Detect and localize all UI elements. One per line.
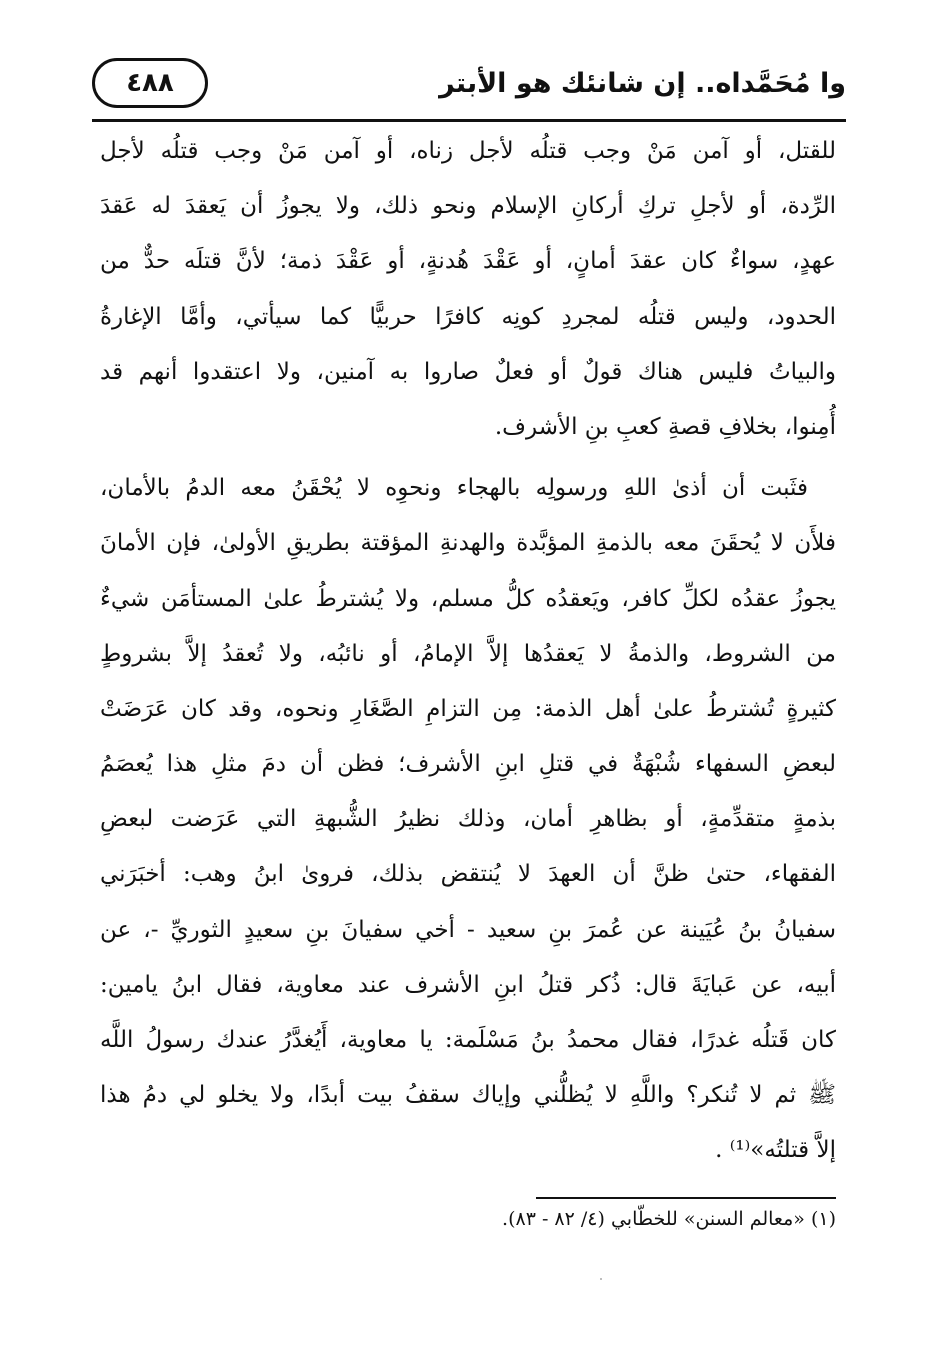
text-line: أبيه، عن عَبايَةَ قال: ذُكر قتلُ ابنِ الأشرف عند معاوية، فقال ابنُ يامين: — [100, 971, 836, 998]
page-number-badge: ٤٨٨ — [92, 58, 208, 108]
footnote-divider — [536, 1197, 836, 1199]
text-line: أُمِنوا، بخلافِ قصةِ كعبِ بنِ الأشرف. — [494, 413, 836, 440]
text-line: يجوزُ عقدُه لكلِّ كافر، ويَعقدُه كلُّ مسلم، ولا يُشترطُ علىٰ المستأمَن شيءٌ — [100, 585, 836, 612]
running-title: وا مُحَمَّداه.. إن شانئك هو الأبتر — [439, 68, 846, 99]
text-line: الفقهاء، حتىٰ ظنَّ أن العهدَ لا يُنتقض بذلك، فروىٰ ابنُ وهب: أخبَرَني — [100, 861, 836, 888]
text-line: فثَبت أن أذىٰ اللهِ ورسولِه بالهجاء ونحوِه لا يُحْقَنُ معه الدمُ بالأمان، — [100, 475, 808, 502]
body-text — [100, 124, 836, 1179]
text-line: كان قَتلُه غدرًا، فقال محمدُ بنُ مَسْلَمة: يا معاوية، أَيُغدَّرُ عندك رسولُ اللَّه — [100, 1027, 836, 1053]
text-line: كثيرةٍ تُشترطُ علىٰ أهل الذمة: مِن التزامِ الصَّغَارِ ونحوه، وقد كان عَرَضَتْ — [100, 695, 836, 722]
text-line: الرِّدة، أو لأجلِ تركِ أركانِ الإسلام ونحو ذلك، ولا يجوزُ أن يَعقدَ له عَقدَ — [100, 193, 836, 220]
header-divider — [92, 119, 846, 122]
text-line: لبعضِ السفهاء شُبْهَةٌ في قتلِ ابنِ الأشرف؛ فظن أن دمَ مثلِ هذا يُعصَمُ — [100, 751, 836, 778]
text-line: والبياتُ فليس هناك قولٌ أو فعلٌ صاروا به آمنين، ولا اعتقدوا أنهم قد — [100, 358, 836, 385]
footnote: (١) «معالم السنن» للخطّابي (٤/ ٨٢ - ٨٣). — [502, 1208, 836, 1230]
text-line: الحدود، وليس قتلُه لمجردِ كونِه كافرًا حربيًّا كما سيأتي، وأمَّا الإغارةُ — [100, 303, 836, 330]
text-line: للقتل، أو آمن مَنْ وجب قتلُه لأجل زناه، أو آمن مَنْ وجب قتلُه لأجل — [100, 138, 836, 164]
text-line: بذمةٍ متقدِّمةٍ، أو بظاهرِ أمان، وذلك نظيرُ الشُّبهةِ التي عَرَضت لبعضِ — [100, 806, 836, 833]
text-line: عهدٍ، سواءٌ كان عقدَ أمانٍ، أو عَقْدَ هُدنةٍ، أو عَقْدَ ذمة؛ لأنَّ قتلَه حدٌّ من — [100, 248, 836, 275]
text-line: إلاَّ قتلتُه»⁽¹⁾ . — [715, 1137, 836, 1164]
page-header — [92, 58, 846, 120]
text-line: فلأَن لا يُحقَنَ معه بالذمةِ المؤبَّدة والهدنةِ المؤقتة بطريقِ الأولىٰ، فإن الأمانَ — [100, 530, 836, 557]
text-line: من الشروط، والذمةُ لا يَعقدُها إلاَّ الإمامُ، أو نائبُه، ولا تُعقدُ إلاَّ بشروطٍ — [100, 640, 836, 667]
text-line: سفيانُ بنُ عُيَينة عن عُمرَ بنِ سعيد - أخي سفيانَ بنِ سعيدٍ الثوريِّ -، عن — [100, 916, 836, 943]
scan-speck — [600, 1278, 602, 1280]
text-line: ﷺ ثم لا تُنكر؟ واللَّهِ لا يُظلُّني وإياك سقفُ بيت أبدًا، ولا يخلو لي دمُ هذا — [100, 1082, 836, 1109]
